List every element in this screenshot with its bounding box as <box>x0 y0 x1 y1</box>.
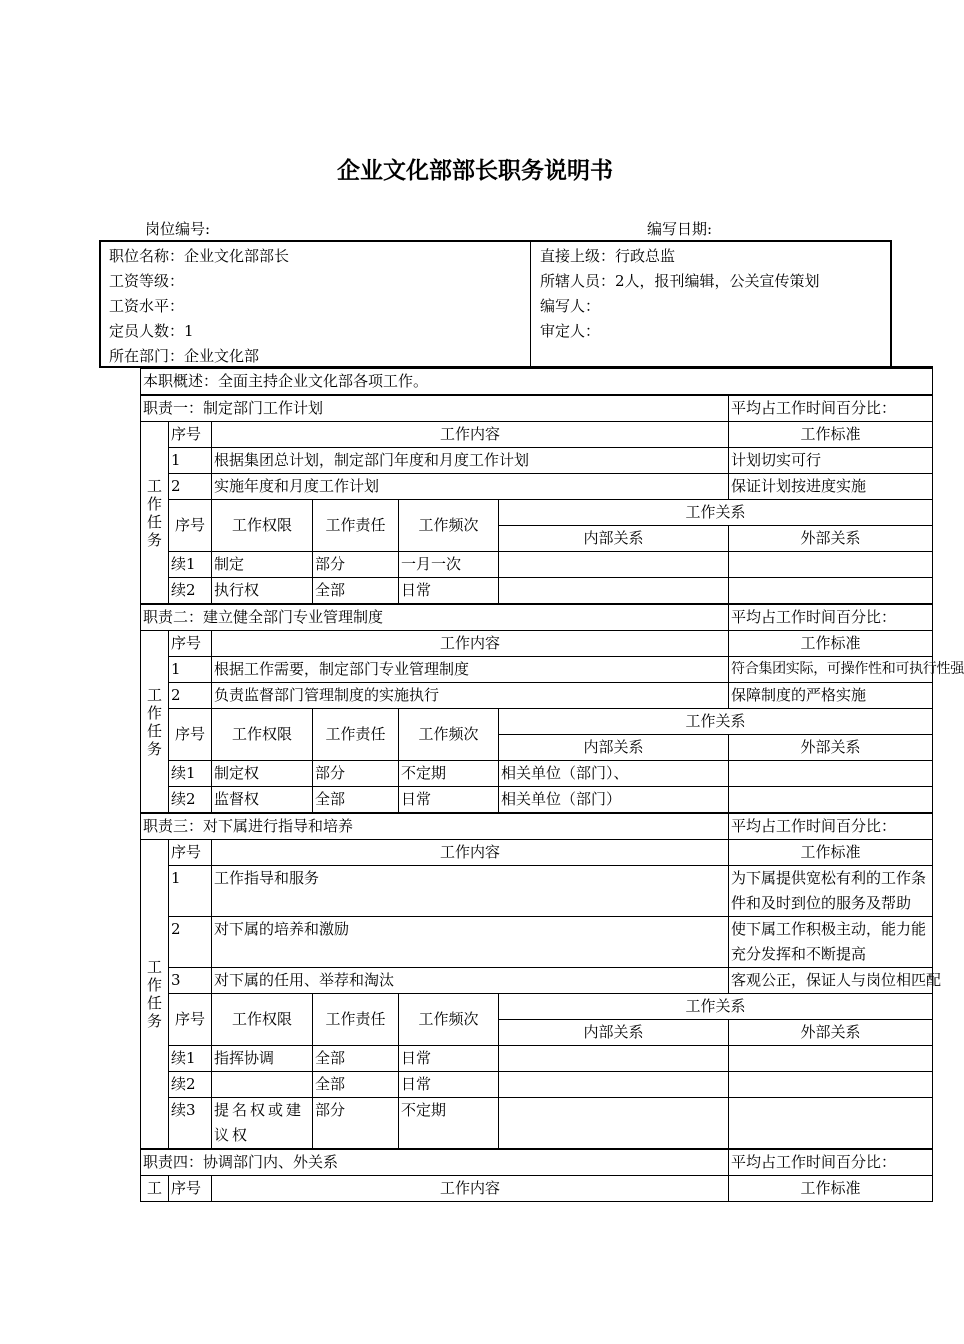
right-resp: 部分 <box>313 761 399 787</box>
duty3-title: 职责三：对下属进行指导和培养 <box>141 813 729 840</box>
duty4-percent: 平均占工作时间百分比： <box>729 1149 933 1176</box>
right-resp: 全部 <box>313 578 399 605</box>
task-content: 工作指导和服务 <box>212 866 729 917</box>
content-header: 工作内容 <box>212 422 729 448</box>
right-external <box>729 578 933 605</box>
duty4-task-label: 工 <box>141 1176 169 1202</box>
task-no: 2 <box>169 683 212 709</box>
relations-header: 工作关系 <box>499 994 933 1020</box>
external-header: 外部关系 <box>729 1020 933 1046</box>
right-freq: 日常 <box>399 578 499 605</box>
task-no: 2 <box>169 917 212 968</box>
right-freq: 日常 <box>399 1072 499 1098</box>
task-content: 根据集团总计划，制定部门年度和月度工作计划 <box>212 448 729 474</box>
task-no: 1 <box>169 657 212 683</box>
task-standard: 使下属工作积极主动，能力能充分发挥和不断提高 <box>729 917 933 968</box>
external-header: 外部关系 <box>729 526 933 552</box>
right-no: 续1 <box>169 761 212 787</box>
right-external <box>729 552 933 578</box>
duty4-title: 职责四：协调部门内、外关系 <box>141 1149 729 1176</box>
standard-header: 工作标准 <box>729 1176 933 1202</box>
standard-header: 工作标准 <box>729 840 933 866</box>
right-resp: 全部 <box>313 1046 399 1072</box>
right-auth: 提名权或建议权 <box>212 1098 313 1150</box>
right-freq: 不定期 <box>399 1098 499 1150</box>
right-resp: 部分 <box>313 552 399 578</box>
duty1-task-label: 工作任务 <box>141 422 169 605</box>
frequency-header: 工作频次 <box>399 709 499 761</box>
right-internal <box>499 1098 729 1150</box>
info-department: 所在部门：企业文化部 <box>109 347 260 365</box>
right-internal: 相关单位（部门）、 <box>499 761 729 787</box>
duty2-title: 职责二：建立健全部门专业管理制度 <box>141 604 729 631</box>
right-no: 续1 <box>169 552 212 578</box>
task-content: 实施年度和月度工作计划 <box>212 474 729 500</box>
content-header: 工作内容 <box>212 631 729 657</box>
task-no: 2 <box>169 474 212 500</box>
seq-header: 序号 <box>169 709 212 761</box>
seq-header: 序号 <box>169 422 212 448</box>
relations-header: 工作关系 <box>499 709 933 735</box>
info-subordinates: 所辖人员：2人，报刊编辑，公关宣传策划 <box>540 272 820 290</box>
external-header: 外部关系 <box>729 735 933 761</box>
task-standard: 保证计划按进度实施 <box>729 474 933 500</box>
responsibility-header: 工作责任 <box>313 709 399 761</box>
right-freq: 不定期 <box>399 761 499 787</box>
internal-header: 内部关系 <box>499 526 729 552</box>
right-internal <box>499 1046 729 1072</box>
relations-header: 工作关系 <box>499 500 933 526</box>
right-external <box>729 1072 933 1098</box>
right-auth: 执行权 <box>212 578 313 605</box>
task-standard: 计划切实可行 <box>729 448 933 474</box>
duties-table <box>140 368 964 1202</box>
right-auth: 监督权 <box>212 787 313 814</box>
seq-header: 序号 <box>169 994 212 1046</box>
info-left <box>109 244 289 369</box>
seq-header: 序号 <box>169 631 212 657</box>
seq-header: 序号 <box>169 1176 212 1202</box>
internal-header: 内部关系 <box>499 735 729 761</box>
info-job-title: 职位名称：企业文化部部长 <box>109 247 290 265</box>
seq-header: 序号 <box>169 500 212 552</box>
authority-header: 工作权限 <box>212 709 313 761</box>
right-no: 续2 <box>169 1072 212 1098</box>
duty2-percent: 平均占工作时间百分比： <box>729 604 933 631</box>
right-no: 续3 <box>169 1098 212 1150</box>
task-standard: 保障制度的严格实施 <box>729 683 933 709</box>
right-external <box>729 761 933 787</box>
task-content: 根据工作需要，制定部门专业管理制度 <box>212 657 729 683</box>
authority-header: 工作权限 <box>212 500 313 552</box>
right-external <box>729 787 933 814</box>
standard-header: 工作标准 <box>729 422 933 448</box>
info-box <box>99 240 892 367</box>
info-approver: 审定人： <box>540 322 601 340</box>
right-auth: 制定 <box>212 552 313 578</box>
task-no: 1 <box>169 448 212 474</box>
right-auth: 制定权 <box>212 761 313 787</box>
task-content: 对下属的培养和激励 <box>212 917 729 968</box>
task-content: 对下属的任用、举荐和淘汰 <box>212 968 729 994</box>
task-content: 负责监督部门管理制度的实施执行 <box>212 683 729 709</box>
right-external <box>729 1098 933 1150</box>
task-no: 1 <box>169 866 212 917</box>
duty1-title: 职责一：制定部门工作计划 <box>141 395 729 422</box>
info-right <box>540 244 820 344</box>
task-standard: 客观公正，保证人与岗位相匹配 <box>729 968 933 994</box>
standard-header: 工作标准 <box>729 631 933 657</box>
content-header: 工作内容 <box>212 1176 729 1202</box>
right-no: 续1 <box>169 1046 212 1072</box>
date-label: 编写日期: <box>647 220 713 238</box>
right-freq: 一月一次 <box>399 552 499 578</box>
seq-header: 序号 <box>169 840 212 866</box>
duty2-task-label: 工作任务 <box>141 631 169 814</box>
info-superior: 直接上级：行政总监 <box>540 247 676 265</box>
info-author: 编写人： <box>540 297 601 315</box>
right-resp: 部分 <box>313 1098 399 1150</box>
right-auth <box>212 1072 313 1098</box>
task-standard: 符合集团实际，可操作性和可执行性强 <box>729 657 933 683</box>
page-title: 企业文化部部长职务说明书 <box>337 158 613 184</box>
content-header: 工作内容 <box>212 840 729 866</box>
right-no: 续2 <box>169 578 212 605</box>
right-external <box>729 1046 933 1072</box>
frequency-header: 工作频次 <box>399 500 499 552</box>
frequency-header: 工作频次 <box>399 994 499 1046</box>
info-headcount: 定员人数：1 <box>109 322 194 340</box>
responsibility-header: 工作责任 <box>313 500 399 552</box>
internal-header: 内部关系 <box>499 1020 729 1046</box>
right-no: 续2 <box>169 787 212 814</box>
right-internal: 相关单位（部门） <box>499 787 729 814</box>
right-resp: 全部 <box>313 1072 399 1098</box>
position-number-label: 岗位编号: <box>145 220 211 238</box>
authority-header: 工作权限 <box>212 994 313 1046</box>
right-auth: 指挥协调 <box>212 1046 313 1072</box>
info-salary-level: 工资水平： <box>109 297 185 315</box>
summary-row: 本职概述：全面主持企业文化部各项工作。 <box>141 369 933 396</box>
right-internal <box>499 552 729 578</box>
right-internal <box>499 578 729 605</box>
task-no: 3 <box>169 968 212 994</box>
right-freq: 日常 <box>399 1046 499 1072</box>
right-resp: 全部 <box>313 787 399 814</box>
right-internal <box>499 1072 729 1098</box>
info-salary-grade: 工资等级： <box>109 272 185 290</box>
duty3-percent: 平均占工作时间百分比： <box>729 813 933 840</box>
task-standard: 为下属提供宽松有利的工作条件和及时到位的服务及帮助 <box>729 866 933 917</box>
right-freq: 日常 <box>399 787 499 814</box>
responsibility-header: 工作责任 <box>313 994 399 1046</box>
duty3-task-label: 工作任务 <box>141 840 169 1150</box>
duty1-percent: 平均占工作时间百分比： <box>729 395 933 422</box>
